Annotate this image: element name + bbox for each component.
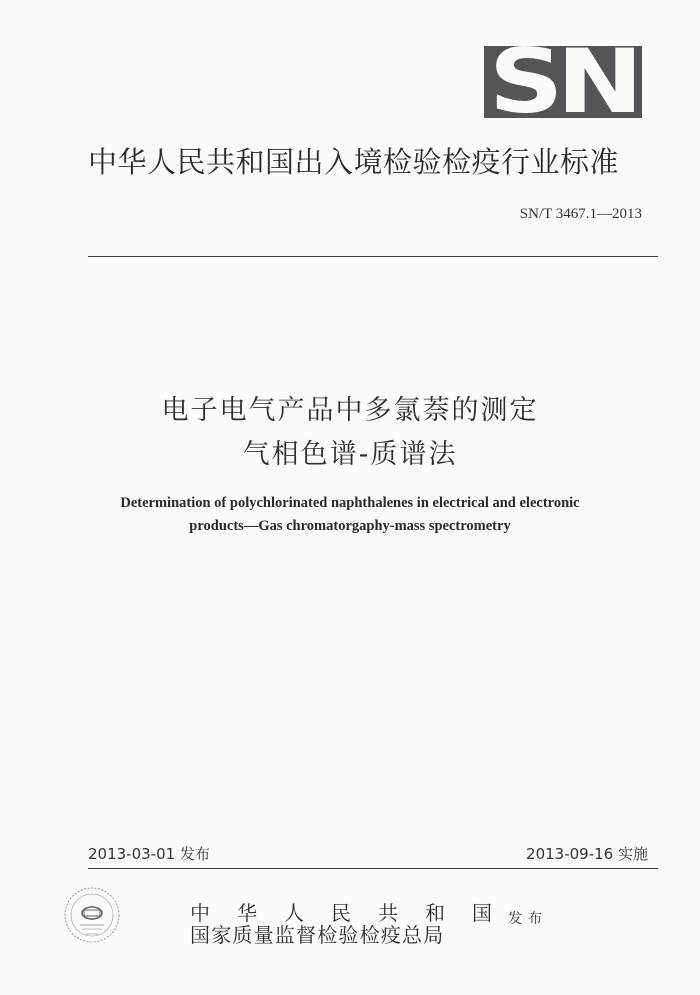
issuer-agency: 国家质量监督检验检疫总局 [190,923,445,947]
top-divider [88,256,658,257]
implementation-date: 2013-09-16 实施 [526,845,648,863]
title-english-line-1: Determination of polychlorinated naphthalenes in electrical and electronic [120,495,580,511]
standard-category-title: 中华人民共和国出入境检验检疫行业标准 [88,145,620,179]
title-english-line-2: products—Gas chromatorgaphy-mass spectrometry [189,518,511,534]
bottom-divider [88,868,658,869]
anti-counterfeit-seal-icon [62,885,122,945]
sn-logo [484,46,642,118]
sn-logo-text: SN [489,46,637,118]
title-chinese-line-2: 气相色谱-质谱法 [242,439,458,470]
title-chinese-line-1: 电子电气产品中多氯萘的测定 [161,395,539,426]
issue-label: 发布 [508,911,548,927]
issuer-country: 中华人民共和国 [190,901,519,925]
issue-date: 2013-03-01 发布 [88,845,210,863]
standard-code: SN/T 3467.1—2013 [519,206,642,222]
